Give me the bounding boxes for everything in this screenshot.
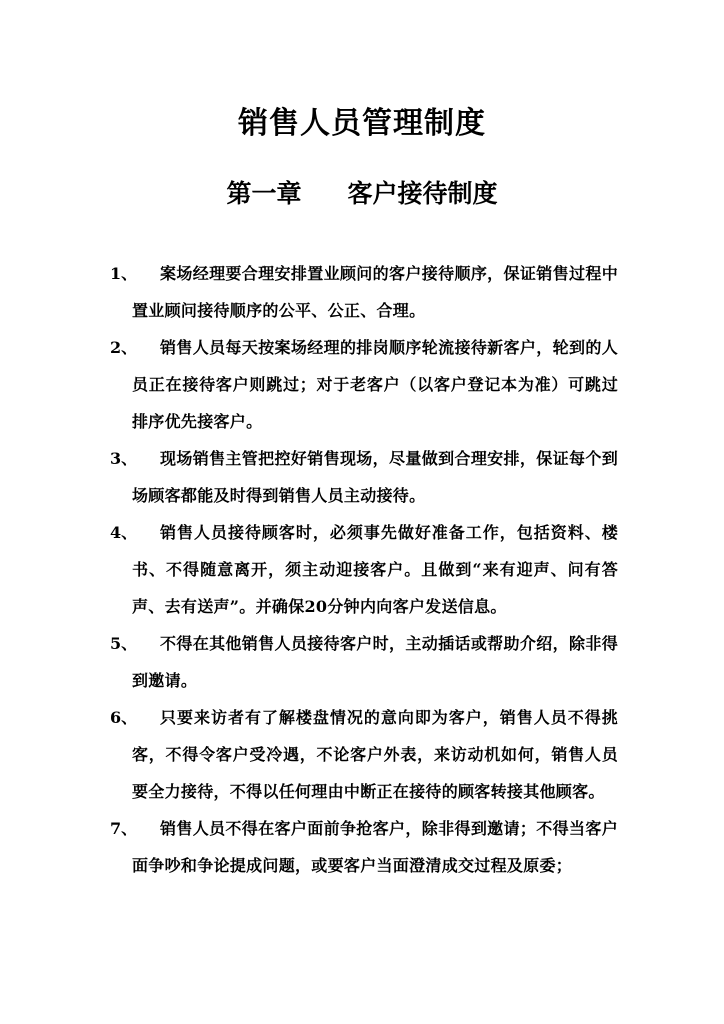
rule-item-6 bbox=[0, 699, 724, 810]
rule-number: 4、 bbox=[110, 523, 138, 542]
rule-text: 只要来访者有了解楼盘情况的意向即为客户，销售人员不得挑客，不得令客户受冷遇，不论客户外表，来访动机如何，销售人员要全力接待，不得以任何理由中断正在接待的顾客转接其他顾客。 bbox=[132, 708, 618, 801]
rule-text: 销售人员不得在客户面前争抢客户，除非得到邀请；不得当客户面争吵和争论提成问题，或要客户当面澄清成交过程及原委； bbox=[132, 819, 618, 875]
rule-item-2 bbox=[0, 329, 724, 440]
rule-item-3 bbox=[0, 440, 724, 514]
chapter-name: 客户接待制度 bbox=[347, 179, 498, 208]
chapter-heading bbox=[0, 174, 724, 210]
rule-text: 案场经理要合理安排置业顾问的客户接待顺序，保证销售过程中置业顾问接待顺序的公平、公正、合理。 bbox=[132, 264, 618, 320]
rule-item-7 bbox=[0, 810, 724, 884]
rule-number: 6、 bbox=[110, 708, 138, 727]
rule-text: 销售人员每天按案场经理的排岗顺序轮流接待新客户，轮到的人员正在接待客户则跳过；对于老客户（以客户登记本为准）可跳过排序优先接客户。 bbox=[132, 338, 618, 431]
rule-text: 销售人员接待顾客时，必须事先做好准备工作，包括资料、楼书、不得随意离开，须主动迎接客户。且做到“来有迎声、问有答声、去有送声”。并确保20分钟内向客户发送信息。 bbox=[132, 523, 618, 616]
document-title: 销售人员管理制度 bbox=[238, 106, 486, 141]
rule-item-4 bbox=[0, 514, 724, 625]
rule-item-5 bbox=[0, 625, 724, 699]
rule-text: 现场销售主管把控好销售现场，尽量做到合理安排，保证每个到场顾客都能及时得到销售人员主动接待。 bbox=[132, 449, 618, 505]
chapter-number: 第一章 bbox=[226, 179, 302, 208]
rule-item-1 bbox=[0, 255, 724, 329]
rule-number: 5、 bbox=[110, 634, 138, 653]
rule-number: 1、 bbox=[110, 264, 138, 283]
rules-list bbox=[0, 255, 724, 884]
rule-number: 2、 bbox=[110, 338, 138, 357]
rule-number: 7、 bbox=[110, 819, 138, 838]
rule-number: 3、 bbox=[110, 449, 138, 468]
rule-text: 不得在其他销售人员接待客户时，主动插话或帮助介绍，除非得到邀请。 bbox=[132, 634, 618, 690]
